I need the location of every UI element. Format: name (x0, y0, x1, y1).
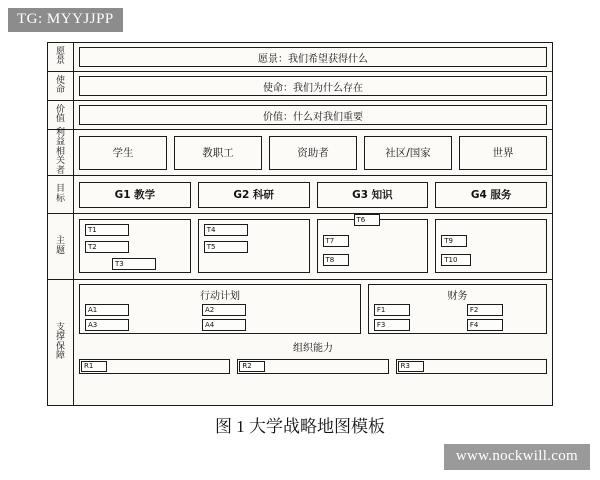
row-label-vision: 愿景 (48, 43, 74, 71)
strategy-map-diagram (47, 42, 553, 406)
action-chip: A1 (85, 304, 129, 316)
capability-line (396, 359, 547, 374)
row-label-mission: 使命 (48, 72, 74, 100)
stakeholder-item: 社区/国家 (364, 136, 452, 170)
theme-chip: T10 (441, 254, 471, 266)
capability-line (79, 359, 230, 374)
row-body-vision (74, 43, 552, 71)
goal-item: G1 教学 (79, 182, 191, 208)
theme-chip: T5 (204, 241, 248, 253)
finance-chip: F3 (374, 319, 410, 331)
capability-chip: R2 (239, 361, 265, 372)
finance-chip: F1 (374, 304, 410, 316)
theme-chip: T3 (112, 258, 156, 270)
row-support (48, 280, 552, 405)
vision-cell: 愿景：我们希望获得什么 (79, 47, 547, 67)
stakeholder-item: 资助者 (269, 136, 357, 170)
row-themes (48, 214, 552, 280)
theme-group (79, 219, 191, 273)
site-watermark: www.nockwill.com (444, 444, 590, 470)
row-mission (48, 72, 552, 101)
telegram-watermark: TG: MYYJJPP (8, 8, 123, 32)
row-label-stakeholders: 利益相关者 (48, 130, 74, 175)
goal-item: G4 服务 (435, 182, 547, 208)
theme-chip: T2 (85, 241, 129, 253)
action-plan-title: 行动计划 (199, 291, 240, 302)
theme-group (435, 219, 547, 273)
row-body-goals (74, 176, 552, 213)
finance-panel (368, 284, 547, 334)
capability-chip: R3 (398, 361, 424, 372)
row-body-value (74, 101, 552, 129)
capability-chip: R1 (81, 361, 107, 372)
mission-cell: 使命：我们为什么存在 (79, 76, 547, 96)
row-goals (48, 176, 552, 214)
row-stakeholders (48, 127, 552, 176)
row-vision (48, 43, 552, 72)
theme-chip: T7 (323, 235, 349, 247)
row-body-stakeholders (74, 130, 552, 175)
theme-chip: T6 (354, 214, 380, 226)
theme-chip: T1 (85, 224, 129, 236)
row-label-goals: 目标 (48, 176, 74, 213)
theme-chip: T8 (323, 254, 349, 266)
row-label-support: 支撑保障 (48, 280, 74, 405)
stakeholder-item: 学生 (79, 136, 167, 170)
theme-group (198, 219, 310, 273)
finance-title: 财务 (447, 291, 468, 302)
action-chip: A3 (85, 319, 129, 331)
theme-chip: T9 (441, 235, 467, 247)
theme-chip: T4 (204, 224, 248, 236)
stakeholder-item: 教职工 (174, 136, 262, 170)
action-plan-panel (79, 284, 361, 334)
capability-line (237, 359, 388, 374)
row-value (48, 101, 552, 130)
figure-caption: 图 1 大学战略地图模板 (215, 417, 385, 436)
row-body-support (74, 280, 552, 405)
finance-chip: F2 (467, 304, 503, 316)
stakeholder-item: 世界 (459, 136, 547, 170)
row-label-themes: 主题 (48, 214, 74, 279)
row-body-themes (74, 214, 552, 279)
action-chip: A2 (202, 304, 246, 316)
value-cell: 价值：什么对我们重要 (79, 105, 547, 125)
action-chip: A4 (202, 319, 246, 331)
theme-group (317, 216, 429, 273)
capability-panel (79, 339, 547, 354)
capability-title: 组织能力 (293, 343, 333, 354)
goal-item: G2 科研 (198, 182, 310, 208)
row-label-value: 价值 (48, 101, 74, 129)
finance-chip: F4 (467, 319, 503, 331)
goal-item: G3 知识 (317, 182, 429, 208)
row-body-mission (74, 72, 552, 100)
